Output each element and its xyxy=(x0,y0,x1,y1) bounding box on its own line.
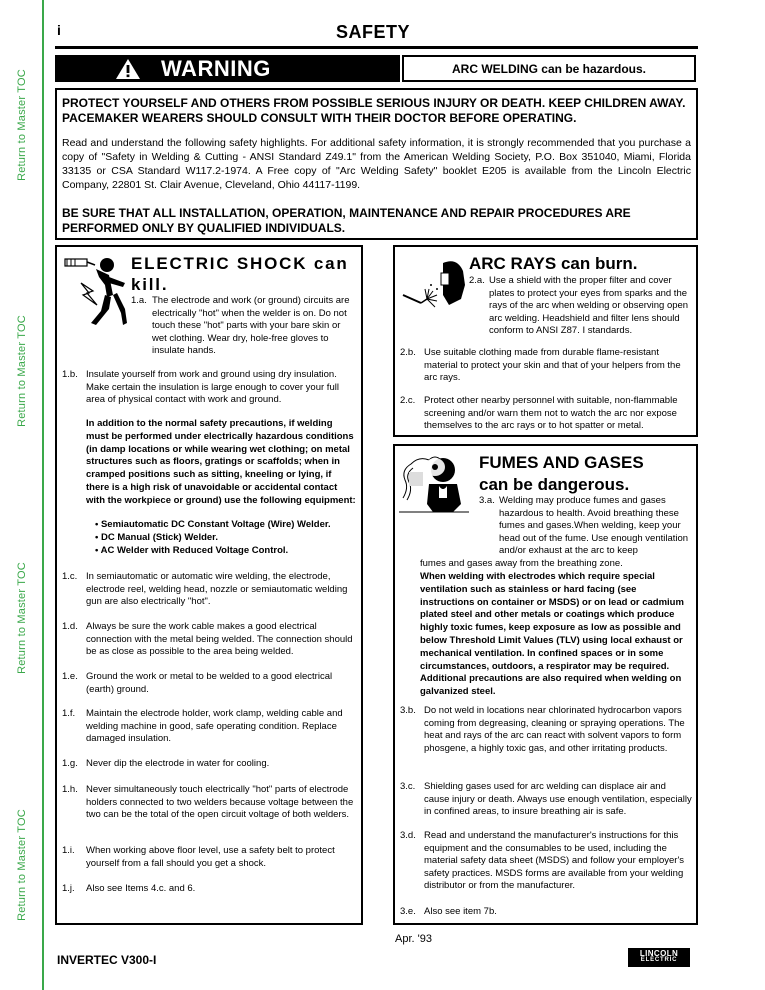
electric-shock-title: ELECTRIC SHOCK can kill. xyxy=(131,254,349,294)
intro-warning-bold: PROTECT YOURSELF AND OTHERS FROM POSSIBLE SERIOUS INJURY OR DEATH. KEEP CHILDREN AWAY. PACEMAKER WEARERS SHOULD CONSULT WITH THEIR DOCTOR BEFORE OPERATING. xyxy=(62,96,686,125)
hazardous-conditions-bold: In addition to the normal safety precautions, if welding must be performed under electrically hazardous conditions (in damp locations or while wearing wet clothing; on metal structures such as floors, gratings or scaffolds; when in cramped positions such as sitting, kneeling or lying, if there is a high risk of unavoidable or accidental contact with the workpiece or ground) use the following equipment: xyxy=(86,418,356,506)
equipment-item-1: • Semiautomatic DC Constant Voltage (Wire) Welder. xyxy=(95,519,331,530)
title-rule xyxy=(55,46,698,49)
fumes-gases-section: FUMES AND GASES can be dangerous. 3.a. Welding may produce fumes and gases hazardous to health. Avoid breathing these fumes and gases.When welding, keep your head out of the fume. Use enough ventilation and/or exhaust at the arc to keep fumes and gases away from the breathing zone. When welding with electrodes which require special ventilation such as stainless or hard facing (see instructions on container or MSDS) or on lead or cadmium plated steel and other metals or coatings which produce highly toxic fumes, keep exposure as low as possible and below Threshold Limit Values (TLV) using local exhaust or mechanical ventilation. In confined spaces or in some circumstances, outdoors, a respirator may be required. Additional precautions are also required when welding on galvanized steel. 3.b. Do not weld in locations near chlorinated hydrocarbon vapors coming from degreasing, cleaning or spraying operations. The heat and rays of the arc can react with solvent vapors to form phosgene, a highly toxic gas, and other irritating products. 3.c. Shielding gases used for arc welding can displace air and cause injury or death. Always use enough ventilation, especially in confined areas, to insure breathing air is safe. 3.d. Read and understand the manufacturer's instructions for this equipment and the consumables to be used, including the material safety data sheet (MSDS) and follow your employer's safety practices. MSDS forms are available from your welding distributor or from the manufacturer. 3.e. Also see item 7b. xyxy=(393,444,698,925)
logo-bottom-text: ELECTRIC xyxy=(640,957,678,963)
lincoln-electric-logo xyxy=(628,948,690,967)
logo-top-text: LINCOLN xyxy=(639,949,679,958)
warning-word: WARNING xyxy=(161,56,271,81)
footer-date: Apr. '93 xyxy=(395,933,432,945)
arc-rays-title: ARC RAYS can burn. xyxy=(469,254,638,273)
intro-box xyxy=(55,88,698,240)
fumes-title-line2: can be dangerous. xyxy=(479,475,630,494)
footer-model: INVERTEC V300-I xyxy=(57,953,157,967)
special-ventilation-bold: When welding with electrodes which require special ventilation such as stainless or hard facing (see instructions on container or MSDS) or on lead or cadmium plated steel and other metals or coatings which produce highly toxic fumes, keep exposure as low as possible and below Threshold Limit Values (TLV) using local exhaust or mechanical ventilation. In confined spaces or in some circumstances, outdoors, a respirator may be required. Additional precautions are also required when welding on galvanized steel. xyxy=(420,571,684,698)
warning-triangle-icon xyxy=(115,58,141,80)
electric-shock-icon xyxy=(63,255,129,327)
warning-banner xyxy=(55,55,400,82)
toc-strip: Return to Master TOC Return to Master TOC Return to Master TOC Return to Master TOC xyxy=(0,0,44,990)
warning-message: ARC WELDING can be hazardous. xyxy=(451,62,647,76)
item-3a-continued: fumes and gases away from the breathing zone. xyxy=(420,558,623,569)
warning-message-box xyxy=(402,55,696,82)
fumes-inhalation-icon xyxy=(399,452,471,514)
fumes-title-line1: FUMES AND GASES xyxy=(479,453,644,472)
electric-shock-section: ELECTRIC SHOCK can kill. 1.a. The electrode and work (or ground) circuits are electrically "hot" when the welder is on. Do not touch these "hot" parts with your bare skin or wet clothing. Wear dry, hole-free gloves to insulate hands. 1.b. Insulate yourself from work and ground using dry insulation. Make certain the insulation is large enough to cover your full area of physical contact with work and ground. In addition to the normal safety precautions, if welding must be performed under electrically hazardous conditions (in damp locations or while wearing wet clothing; on metal structures such as floors, gratings or scaffolds; when in cramped positions such as sitting, kneeling or lying, if there is a high risk of unavoidable or accidental contact with the workpiece or ground) use the following equipment: • Semiautomatic DC Constant Voltage (Wire) Welder. • DC Manual (Stick) Welder. • AC Welder with Reduced Voltage Control. 1.c. In semiautomatic or automatic wire welding, the electrode, electrode reel, welding head, nozzle or semiautomatic welding gun are also electrically "hot". 1.d. Always be sure the work cable makes a good electrical connection with the metal being welded. The connection should be as close as possible to the area being welded. 1.e. Ground the work or metal to be welded to a good electrical (earth) ground. 1.f. Maintain the electrode holder, work clamp, welding cable and welding machine in good, safe operating condition. Replace damaged insulation. 1.g. Never dip the electrode in water for cooling. 1.h. Never simultaneously touch electrically "hot" parts of electrode holders connected to two welders because voltage between the two can be the total of the open circuit voltage of both welders. 1.i. When working above floor level, use a safety belt to protect yourself from a fall should you get a shock. 1.j. Also see Items 4.c. and 6. xyxy=(55,245,363,925)
intro-body: Read and understand the following safety highlights. For additional safety information, it is strongly recommended that you purchase a copy of "Safety in Welding & Cutting - ANSI Standard Z49.1" from the American Welding Society, P.O. Box 351040, Miami, Florida 33135 or CSA Standard W117.2-1974. A Free copy of "Arc Welding Safety" booklet E205 is available from the Lincoln Electric Company, 22801 St. Clair Avenue, Cleveland, Ohio 44117-1199. xyxy=(62,137,691,191)
page-number: i xyxy=(57,22,61,38)
intro-qualified-bold: BE SURE THAT ALL INSTALLATION, OPERATION, MAINTENANCE AND REPAIR PROCEDURES ARE PERFORMED ONLY BY QUALIFIED INDIVIDUALS. xyxy=(62,206,631,235)
equipment-item-3: • AC Welder with Reduced Voltage Control. xyxy=(95,545,289,556)
page-title: SAFETY xyxy=(336,22,411,42)
equipment-item-2: • DC Manual (Stick) Welder. xyxy=(95,532,218,543)
arc-rays-welder-icon xyxy=(399,255,469,313)
arc-rays-section: ARC RAYS can burn. 2.a. Use a shield with the proper filter and cover plates to protect your eyes from sparks and the rays of the arc when welding or observing open arc welding. Headshield and filter lens should conform to ANSI Z87. I standards. 2.b. Use suitable clothing made from durable flame-resistant material to protect your skin and that of your helpers from the arc rays. 2.c. Protect other nearby personnel with suitable, non-flammable screening and/or warn them not to watch the arc nor expose themselves to the arc rays or to hot spatter or metal. xyxy=(393,245,698,437)
